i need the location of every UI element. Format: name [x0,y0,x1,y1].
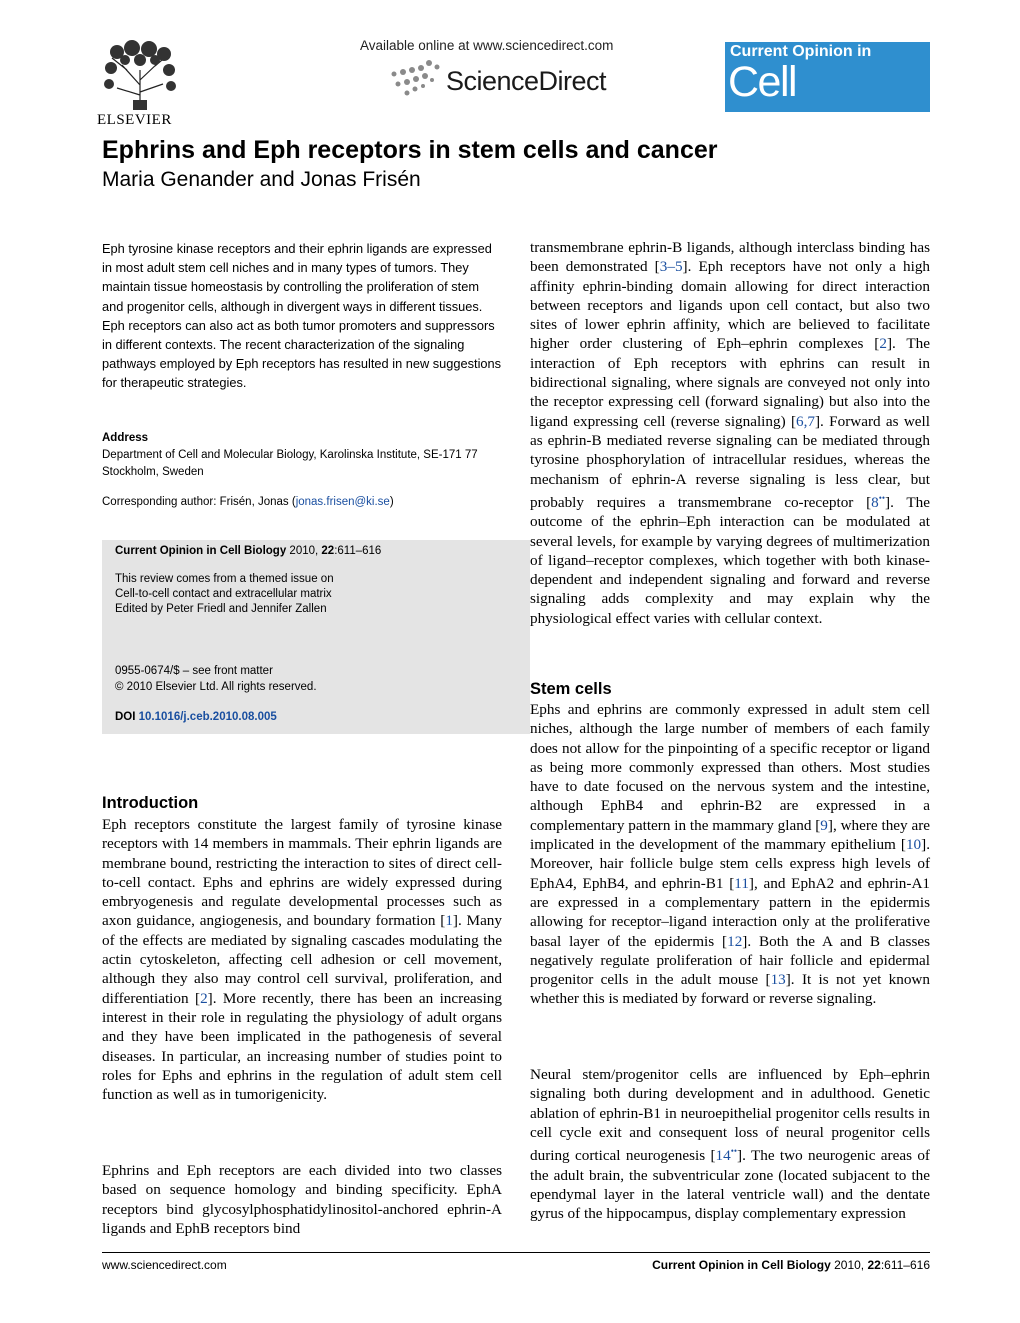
ref-link[interactable]: 11 [734,874,749,892]
text: ]. More recently, there has been an increasing interest in their role in regulating the physiology of adult organs and they have been implicated in the pathogenesis of several diseases. In particular, an increasing number of studies point to roles for Ephs and ephrins in the regulation of adult stem cell function as well as in tumorigenicity. [102,989,502,1104]
corresponding-author [102,496,502,508]
journal-logo [725,42,930,155]
introduction-heading: Introduction [102,794,199,812]
sciencedirect-logo-text: ScienceDirect [446,66,607,96]
text: Neural stem/progenitor cells are influenced by Eph–ephrin signaling both during development and in adulthood. Genetic ablation of ephrin-B1 in neuroepithelial progenitor cells results in cell cycle exit and consequent loss of neural progenitor cells during cortical neurogenesis [ [530,1066,930,1165]
article-info-box [102,540,530,734]
footer-citation [652,1258,930,1272]
review-line2: Cell-to-cell contact and extracellular matrix [115,588,332,600]
ref-link[interactable]: 14 [715,1147,731,1165]
footer-pages: :611–616 [880,1258,930,1272]
right-paragraph-2 [530,700,930,1009]
address-text: Department of Cell and Molecular Biology, Karolinska Institute, SE-171 77 Stockholm, Sweden [102,449,478,478]
ref-link[interactable]: 8 [871,493,879,511]
abstract: Eph tyrosine kinase receptors and their ephrin ligands are expressed in most adult stem cell niches and in many types of tumors. They maintain tissue homeostasis by controlling the proliferation of stem and progenitor cells, although in divergent ways in different tissues. Eph receptors can also act as both tumor promoters and suppressors in different contexts. The recent characterization of the signaling pathways employed by Eph receptors has resulted in new suggestions for therapeutic strategies. [102,241,502,391]
ref-link[interactable]: 6,7 [796,412,815,430]
ref-mark: •• [730,1146,738,1157]
publisher-name: ELSEVIER [97,112,172,128]
infobox-year: 2010, [286,545,322,557]
ref-link[interactable]: 3–5 [659,258,683,276]
text: ], where they are implicated in the development of the mammary epithelium [ [530,816,930,854]
doi-label: DOI [115,711,139,723]
text: ]. Eph receptors have not only a high affinity ephrin-binding domain allowing for direct interaction between receptors and ligands upon cell contact, but also two sites of lower ephrin affinity, which are believed to facilitate higher order clustering of Eph–ephrin complexes [ [530,258,931,353]
email-link[interactable]: jonas.frisen@ki.se [295,496,390,508]
text: ]. The interaction of Eph receptors with ephrins can result in bidirectional signaling, where signals are conveyed not only into the receptor expressing cell (forward signaling) but also into the ligand expressing cell (reverse signaling) [ [530,335,930,430]
text: Ephs and ephrins are commonly expressed in adult stem cell niches, although the large number of members of each family does not allow for the pinpointing of a specific receptor or ligand as being more commonly expressed than others. Most studies have to date focused on the nervous system and the intestine, although EphB4 and ephrin-B2 are expressed in a complementary pattern in the mammary gland [ [530,701,930,834]
text: ]. Forward as well as ephrin-B mediated reverse signaling can be mediated through tyrosine phosphorylation of intracellular residues, whereas the mechanism of ephrin-A reverse signaling is less clear, but probably requires a transmembrane co-receptor [ [530,412,930,511]
infobox-pages: :611–616 [334,545,382,557]
text: ]. The two neurogenic areas of the adult brain, the subventricular zone (located subjacent to the ependymal layer in the lateral ventricle wall) and the dentate gyrus of the hippocampus, display complementary expression [530,1147,930,1223]
address-heading: Address [102,432,149,444]
journal-logo-line1: Current Opinion in [730,43,872,60]
ref-link[interactable]: 10 [905,836,922,854]
text: ]. Both the A and B classes negatively regulate proliferation of hair follicle and epidermal progenitor cells in the adult mouse [ [530,932,930,989]
ref-link[interactable]: 2 [200,989,208,1007]
intro-paragraph-2: Ephrins and Eph receptors are each divided into two classes based on sequence homology and binding specificity. EphA receptors bind glycosylphosphatidylinositol-anchored ephrin-A ligands and EphB receptors bind [102,1162,502,1237]
ref-link[interactable]: 1 [445,912,453,930]
issn-line: 0955-0674/$ – see front matter [115,665,273,677]
corresponding-suffix: ) [389,496,394,508]
article-title: Ephrins and Eph receptors in stem cells and cancer [102,136,718,164]
text: Eph receptors constitute the largest family of tyrosine kinase receptors with 14 members in mammals. Their ephrin ligands are membrane bound, restricting the interaction to sites of direct cell-to-cell contact. Ephs and ephrins are widely expressed during embryogenesis and regulate developmental processes such as axon guidance, angiogenesis, and boundary formation [ [102,816,502,930]
footer-divider [102,1252,930,1253]
ref-link[interactable]: 2 [879,335,887,353]
article-authors: Maria Genander and Jonas Frisén [102,168,421,191]
review-line1: This review comes from a themed issue on [115,573,334,585]
footer-journal: Current Opinion in Cell Biology [652,1258,831,1272]
sciencedirect-dots-icon [385,58,443,100]
text: ]. The outcome of the ephrin–Eph interaction can be modulated at several levels, for example by varying degrees of multimerization of ligand–receptor complexes, which together with both kinase-dependent and independent signaling and forward and reverse signaling adds complexity and may explain why the physiological effect varies with cellular context. [530,493,930,627]
text: transmembrane ephrin-B ligands, although interclass binding has been demonstrated [ [530,239,930,276]
text: ]. Many of the effects are mediated by signaling cascades modulating the actin cytoskeleton, affecting cell adhesion or cell movement, although they also may control cell survival, proliferation, and differentiation [ [102,912,502,1007]
text: ]. It is not yet known whether this is mediated by forward or reverse signaling. [530,971,930,1008]
review-line3: Edited by Peter Friedl and Jennifer Zallen [115,603,327,615]
footer-year: 2010, [830,1258,868,1272]
infobox-journal: Current Opinion in Cell Biology [115,545,287,557]
infobox-volume: 22 [321,545,335,557]
intro-paragraph-1 [102,815,502,1104]
journal-logo-line2: Cell Biology [728,58,859,155]
citation-line [115,545,381,557]
doi-line [115,711,277,723]
footer-url[interactable]: www.sciencedirect.com [102,1258,227,1272]
text: ]. Moreover, hair follicle bulge stem cells express high levels of EphA4, EphB4, and ephrin-B1 [ [530,836,930,892]
stem-cells-heading: Stem cells [530,680,612,698]
available-online-text[interactable]: Available online at www.sciencedirect.com [360,38,614,53]
right-paragraph-3 [530,1065,930,1223]
right-paragraph-1 [530,238,930,628]
ref-link[interactable]: 12 [727,932,743,950]
ref-link[interactable]: 9 [820,816,828,834]
text: ], and EphA2 and ephrin-A1 are expressed in a complementary pattern in the epidermis allowing for receptor–ligand interaction only at the proliferative basal layer of the epidermis [ [530,874,930,950]
ref-link[interactable]: 13 [770,971,786,989]
ref-mark: •• [878,492,886,503]
doi-link[interactable]: 10.1016/j.ceb.2010.08.005 [138,711,277,723]
copyright-line: © 2010 Elsevier Ltd. All rights reserved. [115,681,317,693]
corresponding-prefix: Corresponding author: Frisén, Jonas ( [102,496,296,508]
footer-volume: 22 [867,1258,881,1272]
